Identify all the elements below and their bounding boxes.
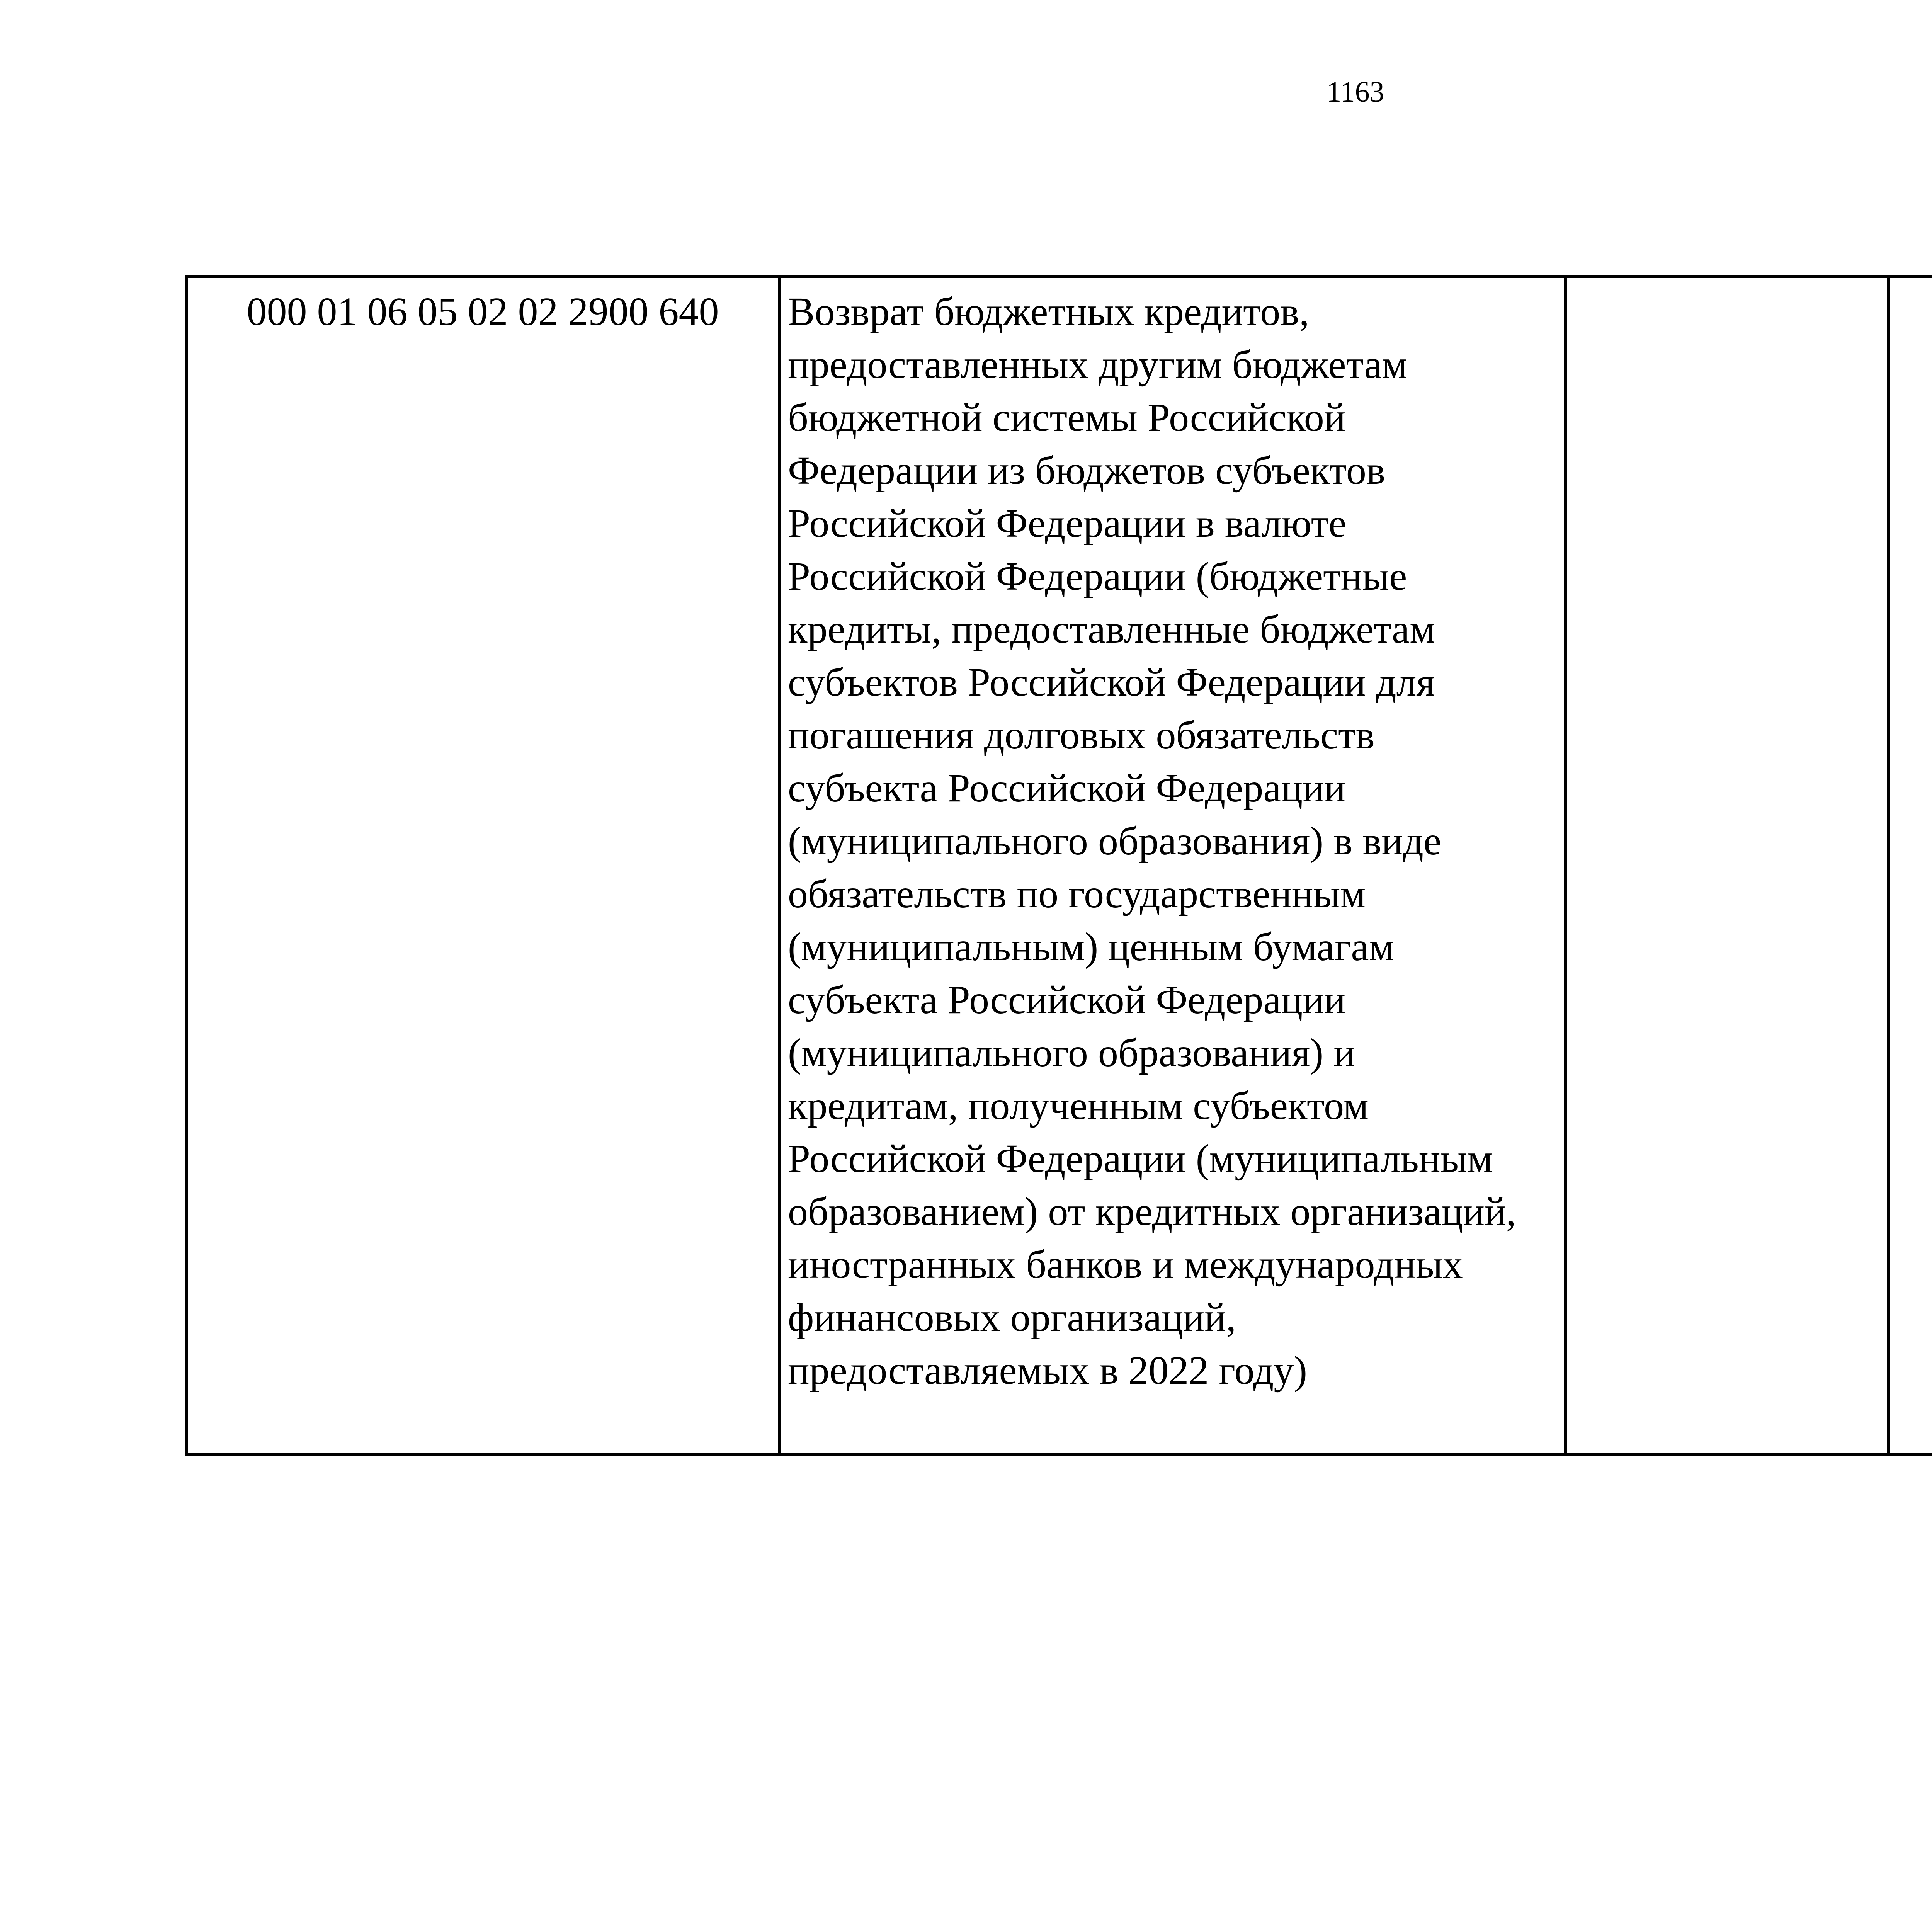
description-line: кредитам, полученным субъектом xyxy=(788,1084,1369,1128)
description-line: обязательств по государственным xyxy=(788,872,1366,916)
description-line: (муниципального образования) и xyxy=(788,1031,1355,1075)
budget-table xyxy=(185,275,1932,1456)
description-line: субъекта Российской Федерации xyxy=(788,766,1346,810)
description-line: бюджетной системы Российской xyxy=(788,395,1346,440)
description-line: субъектов Российской Федерации для xyxy=(788,660,1435,704)
description-line: погашения долговых обязательств xyxy=(788,713,1375,757)
description-line: (муниципальным) ценным бумагам xyxy=(788,925,1395,969)
description-cell xyxy=(779,277,1566,1454)
description-line: Российской Федерации (муниципальным xyxy=(788,1136,1493,1181)
description-line: иностранных банков и международных xyxy=(788,1242,1463,1287)
description-line: финансовых организаций, xyxy=(788,1295,1236,1340)
page-number: 1163 xyxy=(1327,76,1384,108)
table-row xyxy=(186,277,1932,1454)
description-line: предоставленных другим бюджетам xyxy=(788,342,1408,387)
description-line: Российской Федерации (бюджетные xyxy=(788,554,1407,599)
description-line: Возврат бюджетных кредитов, xyxy=(788,289,1310,334)
budget-classification-code: 000 01 06 05 02 02 2900 640 xyxy=(186,277,779,1454)
description-line: (муниципального образования) в виде xyxy=(788,819,1442,863)
description-line: образованием) от кредитных организаций, xyxy=(788,1189,1516,1234)
description-line: Российской Федерации в валюте xyxy=(788,501,1347,546)
description-line: предоставляемых в 2022 году) xyxy=(788,1348,1308,1393)
description-line: кредиты, предоставленные бюджетам xyxy=(788,607,1435,651)
empty-cell-col4 xyxy=(1888,277,1932,1454)
description-line: субъекта Российской Федерации xyxy=(788,978,1346,1022)
empty-cell-col3 xyxy=(1566,277,1888,1454)
description-line: Федерации из бюджетов субъектов xyxy=(788,448,1385,493)
